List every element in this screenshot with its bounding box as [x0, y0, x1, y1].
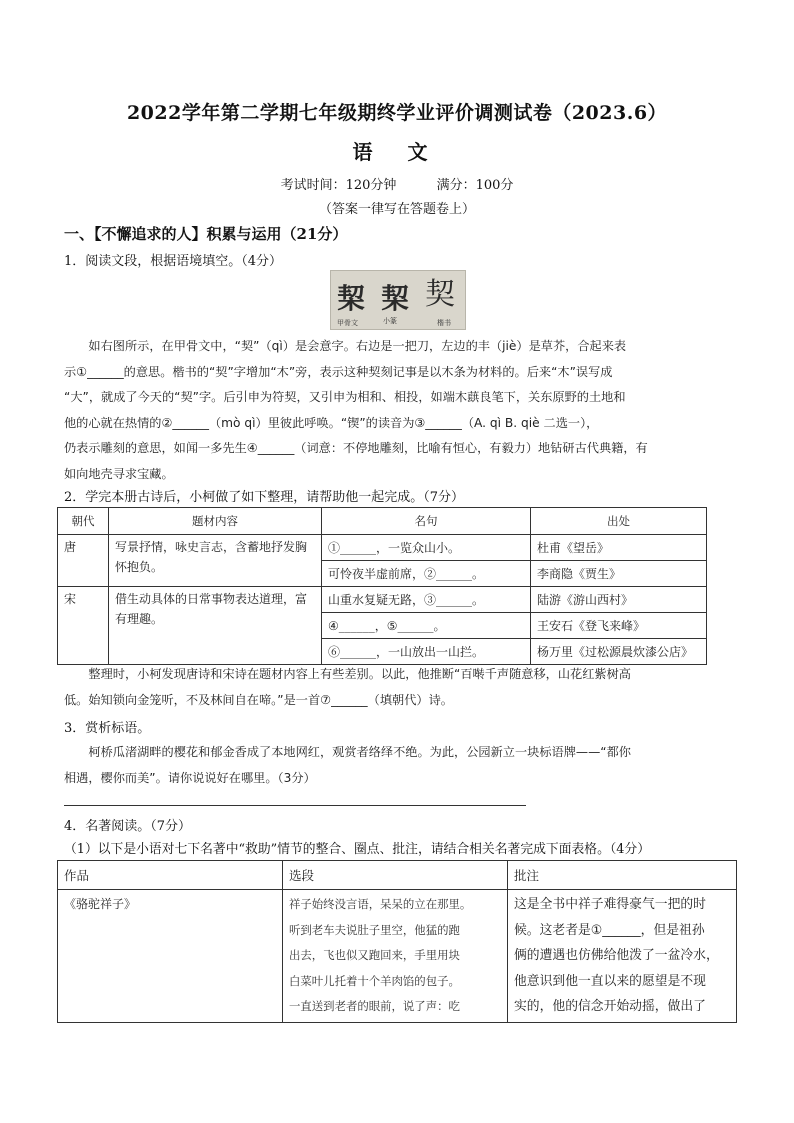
line-cell: ④______，⑤______。 [322, 613, 531, 639]
poetry-table [57, 507, 707, 665]
excerpt-line: 白菜叶儿托着十个羊肉馅的包子。 [289, 973, 460, 988]
table-row [58, 587, 707, 613]
comment-line: 这是全书中祥子难得豪气一把的时 [514, 897, 706, 912]
passage-line: “大”，就成了今天的“契”字。后引申为符契，又引申为相和、相投，如端木蕻良笔下，关东原野的土地和 [64, 390, 626, 405]
comment-line: 俩的遭遇也仿佛给他泼了一盆冷水， [514, 948, 719, 963]
subject-title: 语 文 [352, 140, 442, 164]
oracle-glyph: 栔 [337, 282, 366, 315]
source-cell: 王安石《登飞来峰》 [531, 613, 707, 639]
question-3-passage [64, 740, 732, 791]
passage-line: 相遇，樱你而美”。请你说说好在哪里。（3分） [64, 770, 316, 785]
passage-line: 仍表示雕刻的意思，如闻一多先生④______（词意：不停地雕刻，比喻有恒心，有毅力）地钻研古代典籍，有 [64, 441, 648, 456]
table-row [58, 890, 737, 1023]
section-heading: 一、【不懈追求的人】积累与运用（21分） [64, 225, 348, 243]
col-dynasty: 朝代 [58, 508, 109, 535]
exam-title: 2022学年第二学期七年级期终学业评价调测试卷（2023.6） [126, 102, 668, 124]
caption-oracle: 甲骨文 [337, 319, 358, 327]
passage-line: 柯桥瓜渚湖畔的樱花和郁金香成了本地网红，观赏者络绎不绝。为此，公园新立一块标语牌——“都你 [88, 745, 631, 759]
source-cell: 杨万里《过松源晨炊漆公店》 [531, 639, 707, 665]
question-4-sub: （1）以下是小语对七下名著中“救助”情节的整合、圈点、批注，请结合相关名著完成下面表格。（4分） [64, 842, 651, 857]
excerpt-line: 听到老车夫说肚子里空，他猛的跑 [289, 922, 460, 937]
followup-line: 低。始知锁向金笼听，不及林间自在啼。”是一首⑦______（填朝代）诗。 [64, 692, 453, 707]
question-2-followup [64, 662, 732, 713]
line-cell: ①______，一览众山小。 [322, 535, 531, 561]
regular-glyph: 契 [425, 277, 455, 312]
passage-line: 如右图所示，在甲骨文中，“契”（qì）是会意字。右边是一把刀，左边的丰（jiè）是草芥，合起来表 [88, 339, 627, 353]
table-header-row [58, 508, 707, 535]
exam-time: 考试时间：120分钟 [280, 178, 397, 193]
answer-note: （答案一律写在答题卷上） [318, 202, 475, 217]
line-cell: ⑥______，一山放出一山拦。 [322, 639, 531, 665]
caption-seal: 小篆 [383, 317, 397, 325]
question-1-passage [64, 334, 732, 488]
dynasty-cell: 宋 [58, 587, 109, 665]
passage-line: 如向地壳寻求宝藏。 [64, 466, 174, 481]
col-excerpt: 选段 [283, 861, 508, 890]
exam-info [0, 174, 794, 193]
question-1-prompt: 1．阅读文段，根据语境填空。（4分） [64, 254, 283, 269]
question-4-prompt: 4．名著阅读。（7分） [64, 819, 192, 834]
table-row [58, 535, 707, 561]
novel-table [57, 860, 737, 1023]
comment-line: 候。这老者是①______，但是祖孙 [514, 922, 705, 938]
excerpt-line: 祥子始终没言语，呆呆的立在那里。 [289, 897, 472, 911]
content-cell: 借生动具体的日常事物表达道理，富有理趣。 [109, 587, 322, 665]
comment-cell [508, 890, 737, 1023]
passage-line: 他的心就在热情的②______（mò qì）里彼此呼唤。“锲”的读音为③______（A. qì B. qiè 二选一）， [64, 415, 599, 430]
full-score: 满分：100分 [436, 178, 514, 193]
followup-line: 整理时，小柯发现唐诗和宋诗在题材内容上有些差别。以此，他推断“百啭千声随意移，山花红紫树高 [88, 667, 631, 681]
excerpt-line: 出去，飞也似又跑回来，手里用块 [289, 948, 460, 962]
source-cell: 杜甫《望岳》 [531, 535, 707, 561]
comment-line: 实的，他的信念开始动摇，做出了 [514, 999, 706, 1014]
answer-line [64, 805, 526, 806]
source-cell: 陆游《游山西村》 [531, 587, 707, 613]
question-2-prompt: 2．学完本册古诗后，小柯做了如下整理，请帮助他一起完成。（7分） [64, 490, 465, 505]
work-cell: 《骆驼祥子》 [58, 890, 283, 1023]
comment-line: 他意识到他一直以来的愿望是不现 [514, 973, 706, 989]
excerpt-line: 一直送到老者的眼前，说了声：吃 [289, 999, 460, 1013]
table-header-row [58, 861, 737, 890]
caption-regular: 楷书 [437, 319, 451, 327]
source-cell: 李商隐《贾生》 [531, 561, 707, 587]
excerpt-cell [283, 890, 508, 1023]
content-cell: 写景抒情，咏史言志，含蓄地抒发胸怀抱负。 [109, 535, 322, 587]
question-3-prompt: 3．赏析标语。 [64, 721, 151, 736]
col-work: 作品 [58, 861, 283, 890]
col-content: 题材内容 [109, 508, 322, 535]
col-comment: 批注 [508, 861, 737, 890]
seal-glyph: 栔 [381, 282, 410, 315]
passage-line: 示①______的意思。楷书的“契”字增加“木”旁，表示这种契刻记事是以木条为材料的。后来“木”误写成 [64, 364, 613, 379]
col-source: 出处 [531, 508, 707, 535]
line-cell: 可怜夜半虚前席，②______。 [322, 561, 531, 587]
line-cell: 山重水复疑无路，③______。 [322, 587, 531, 613]
character-evolution-image [330, 270, 466, 330]
col-line: 名句 [322, 508, 531, 535]
dynasty-cell: 唐 [58, 535, 109, 587]
